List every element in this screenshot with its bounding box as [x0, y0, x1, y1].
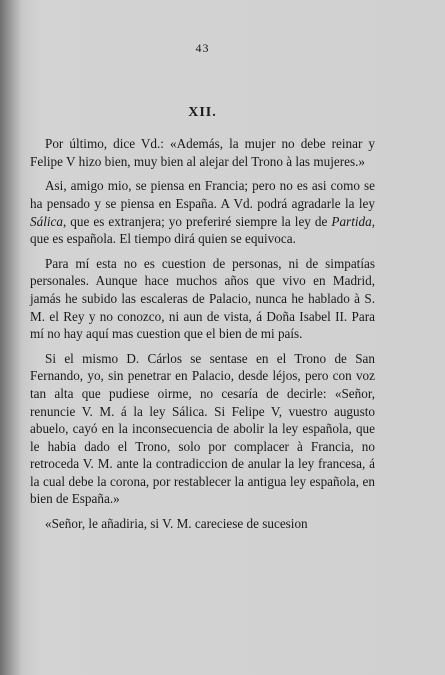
- section-heading: XII.: [188, 104, 217, 120]
- text-run: «Señor, le añadiria, si V. M. careciese de sucesion: [45, 516, 308, 532]
- italic-text: Partida: [331, 213, 372, 229]
- page-content: [30, 40, 375, 540]
- paragraph-list: [30, 135, 375, 532]
- paragraph: [30, 515, 375, 533]
- text-run: Para mí esta no es cuestion de personas, ni de simpatías personales. Aunque hace muchos años que vivo en Madrid, jamás he subido las escaleras de Palacio, nunca he hablado à S. M. el Rey y no conozco, ni aun de vista, á Doña Isabel II. Para mí no hay aquí mas cuestion que el bien de mi país.: [30, 255, 375, 342]
- text-run: Asi, amigo mio, se piensa en Francia; pero no es asi como se ha pensado y se piensa en España. A Vd. podrá agradarle la ley: [30, 178, 375, 211]
- paragraph: [30, 177, 375, 247]
- page-number: 43: [195, 41, 210, 55]
- text-run: , que es española. El tiempo dirá quien se equivoca.: [30, 213, 375, 247]
- paragraph: [30, 135, 375, 170]
- text-run: Si el mismo D. Cárlos se sentase en el Trono de San Fernando, yo, sin penetrar en Palacio, desde léjos, pero con voz tan alta que pudiese oirme, no cesaría de decirle: «Señor, renuncie V. M. á la ley Sálica. Si Felipe V, vuestro augusto abuelo, cayó en la inconsecuencia de abolir la ley española, que le habia dado el Trono, solo por complacer à Francia, no retroceda V. M. ante la contradiccion de anular la ley francesa, á la cual debe la corona, por restablecer la antigua ley española, en bien de España.»: [30, 350, 375, 507]
- paragraph: [30, 255, 375, 343]
- text-run: , que es extranjera; yo preferiré siempre la ley de: [62, 213, 332, 229]
- italic-text: Sálica: [30, 213, 63, 229]
- paragraph: [30, 350, 375, 508]
- text-run: Por último, dice Vd.: «Además, la mujer no debe reinar y Felipe V hizo bien, muy bien al alejar del Trono à las mujeres.»: [30, 136, 375, 169]
